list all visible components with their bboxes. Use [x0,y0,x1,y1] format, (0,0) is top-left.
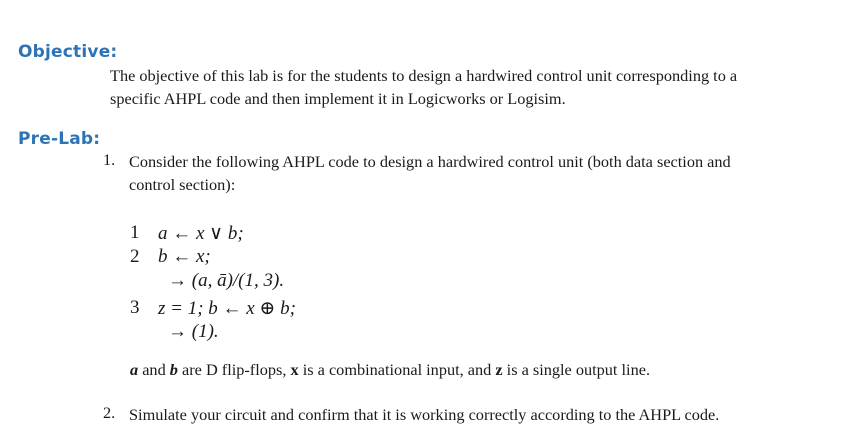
note-text: is a combinational input, and [298,360,496,379]
var-z: z [495,360,503,379]
objective-line-1: The objective of this lab is for the students to design a hardwired control unit corresponding to a [110,66,738,85]
note-text: and [138,360,170,379]
item-1-number: 1. [103,150,116,169]
prelab-heading: Pre-Lab: [18,129,101,149]
code-branch: → (a, ā)/(1, 3). [168,270,285,291]
var-x: x [290,360,299,379]
note-text: is a single output line. [502,360,651,379]
code-line-number: 1 [130,222,140,243]
item-1-line-1: Consider the following AHPL code to design a hardwired control unit (both data section and [129,152,731,171]
code-statement: b ← x; [158,246,211,267]
item-1-line-2: control section): [129,175,236,194]
code-statement: z = 1; b ← x ⊕ b; [158,298,296,319]
item-2-text: Simulate your circuit and confirm that it is working correctly according to the AHPL code. [129,405,720,424]
code-line-number: 2 [130,246,140,267]
objective-line-2: specific AHPL code and then implement it in Logicworks or Logisim. [110,89,566,108]
note-text: are D flip-flops, [177,360,291,379]
code-statement: a ← x ∨ b; [158,223,244,244]
var-b: b [169,360,178,379]
item-1-text [129,150,829,196]
variables-note [130,360,650,380]
code-branch: → (1). [168,321,219,342]
objective-heading: Objective: [18,42,118,62]
code-line-number: 3 [130,297,140,318]
objective-paragraph [110,64,810,110]
item-2-number: 2. [103,403,116,422]
var-a: a [130,360,139,379]
